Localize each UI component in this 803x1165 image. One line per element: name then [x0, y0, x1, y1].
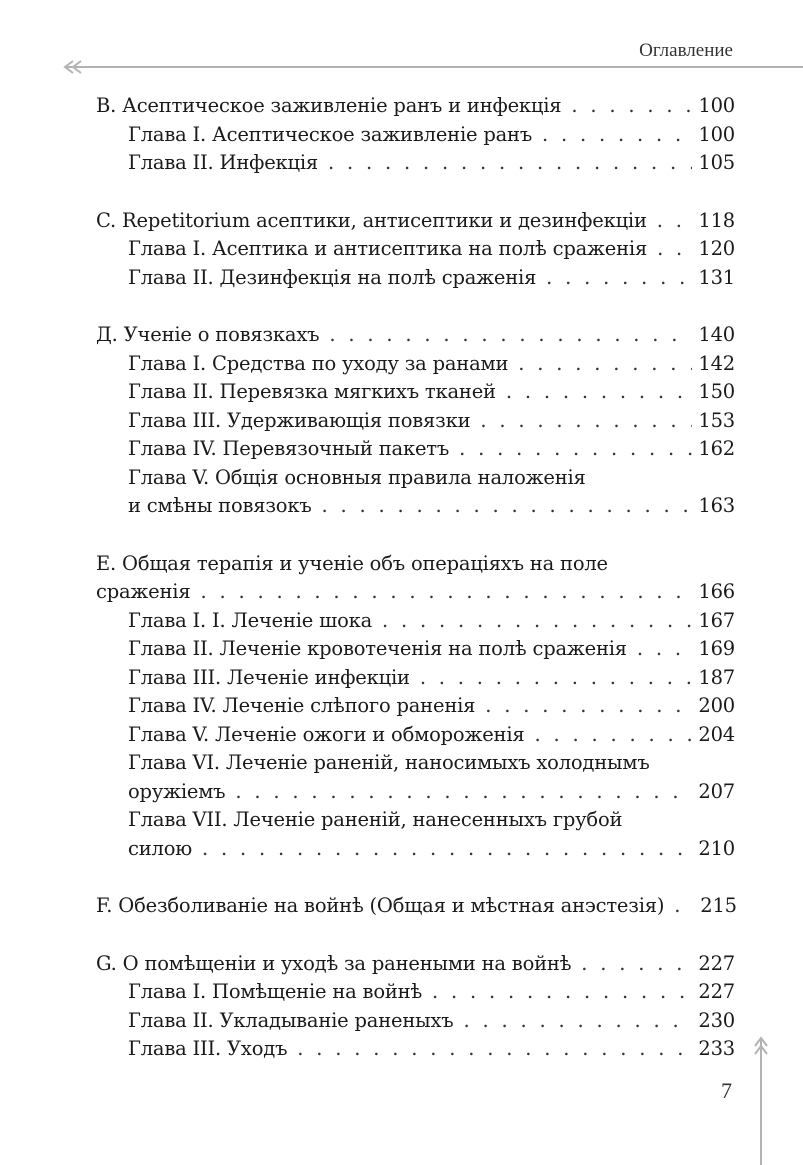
toc-entry-page: 100 [698, 94, 735, 117]
toc-entry [96, 380, 735, 409]
header-rule [66, 66, 803, 68]
toc-entry-page: 131 [698, 265, 735, 289]
toc-entry-title: Глава VII. Леченіе раненій, нанесенныхъ грубой [128, 808, 623, 831]
dot-leader [485, 694, 692, 717]
running-header: Оглавление [639, 40, 733, 61]
toc-entry-page: 163 [698, 494, 735, 517]
toc-entry-page: 227 [698, 951, 735, 975]
toc-entry-title: B. Асептическое заживленіе ранъ и инфекція [96, 94, 562, 117]
toc-entry [96, 266, 735, 295]
toc-entry [96, 123, 735, 152]
toc-entry [96, 1037, 735, 1066]
toc-entry-title: Глава I. I. Леченіе шока [128, 608, 373, 632]
toc-section [96, 209, 735, 295]
toc-entry-title: Глава I. Асептическое заживленіе ранъ [128, 122, 533, 146]
dot-leader [674, 894, 694, 917]
toc-entry [96, 466, 735, 495]
toc-entry-title: Глава I. Асептика и антисептика на полѣ сраженія [128, 237, 648, 260]
dot-leader [506, 380, 693, 403]
side-rule [760, 1042, 762, 1165]
page-number: 7 [721, 1078, 732, 1103]
toc-entry-title: Глава II. Укладываніе раненыхъ [128, 1008, 454, 1032]
dot-leader [657, 209, 693, 232]
dot-leader [420, 666, 693, 689]
toc-entry [96, 352, 735, 381]
toc-entry-title: силою [128, 836, 193, 860]
toc-entry-title: Глава VI. Леченіе раненій, наносимыхъ холоднымъ [128, 751, 650, 774]
dot-leader [297, 1037, 692, 1060]
toc-section [96, 94, 735, 180]
toc-entry-title: Глава V. Леченіе ожоги и обмороженія [128, 722, 525, 746]
toc-entry-page: 120 [698, 237, 735, 260]
toc-entry-page: 210 [698, 836, 735, 860]
dot-leader [202, 837, 692, 860]
toc-entry-page: 233 [698, 1037, 735, 1060]
dot-leader [581, 952, 692, 975]
dot-leader [571, 94, 692, 117]
toc-entry-title: Глава I. Помѣщеніе на войнѣ [128, 980, 423, 1003]
toc-entry-title: и смѣны повязокъ [128, 494, 312, 517]
toc-entry [96, 580, 735, 609]
dot-leader [657, 237, 692, 260]
dot-leader [235, 780, 692, 803]
toc-entry-page: 230 [698, 1008, 735, 1032]
toc-entry-title: Глава II. Дезинфекція на полѣ сраженія [128, 265, 537, 289]
toc-entry-page: 142 [698, 351, 735, 375]
toc-entry [96, 723, 735, 752]
dot-leader [534, 723, 692, 746]
toc-entry-title: сраженія [96, 580, 191, 603]
arrow-left-icon [62, 55, 96, 79]
dot-leader [432, 980, 692, 1003]
dot-leader [464, 1009, 693, 1032]
toc-entry-page: 227 [698, 980, 735, 1003]
toc-entry [96, 837, 735, 866]
toc-entry-page: 204 [698, 722, 735, 746]
dot-leader [322, 494, 693, 517]
toc-entry-title: Глава V. Общія основныя правила наложенія [128, 465, 586, 489]
dot-leader [637, 637, 692, 660]
toc-entry-page: 187 [698, 665, 735, 689]
toc-entry [96, 666, 735, 695]
toc-entry [96, 94, 735, 123]
toc-entry-page: 105 [698, 151, 735, 174]
toc-entry-title: Глава IV. Перевязочный пакетъ [128, 437, 450, 460]
toc-entry-page: 169 [698, 637, 735, 660]
toc-entry [96, 609, 735, 638]
table-of-contents [96, 94, 735, 1095]
toc-entry-title: Глава I. Средства по уходу за ранами [128, 351, 509, 375]
toc-entry-title: Глава III. Удерживающія повязки [128, 408, 471, 432]
dot-leader [382, 609, 692, 632]
toc-entry [96, 694, 735, 723]
toc-entry-title: E. Общая терапія и ученіе объ операціяхъ на поле [96, 551, 608, 575]
toc-entry-title: Глава II. Перевязка мягкихъ тканей [128, 380, 496, 403]
toc-entry [96, 552, 735, 581]
toc-entry-page: 150 [698, 380, 735, 403]
toc-section [96, 323, 735, 523]
toc-entry [96, 980, 735, 1009]
dot-leader [542, 123, 692, 146]
toc-entry-title: Глава III. Леченіе инфекціи [128, 665, 410, 689]
toc-entry [96, 323, 735, 352]
toc-entry-page: 162 [698, 437, 735, 460]
toc-entry [96, 209, 735, 238]
toc-entry-page: 140 [698, 323, 735, 346]
dot-leader [546, 266, 692, 289]
toc-section [96, 552, 735, 866]
toc-entry-page: 207 [698, 779, 735, 803]
toc-entry-title: F. Обезболиваніе на войнѣ (Общая и мѣстная анэстезія) [96, 894, 665, 917]
toc-entry-page: 167 [698, 608, 735, 632]
toc-entry-title: Д. Ученіе о повязкахъ [96, 323, 320, 346]
toc-entry-title: Глава III. Уходъ [128, 1037, 288, 1060]
toc-entry [96, 437, 735, 466]
toc-entry-title: G. О помѣщеніи и уходѣ за ранеными на войнѣ [96, 951, 572, 975]
toc-entry [96, 494, 735, 523]
dot-leader [328, 151, 692, 174]
toc-entry [96, 952, 735, 981]
toc-entry-title: Глава II. Инфекція [128, 151, 319, 174]
toc-entry-page: 166 [698, 580, 735, 603]
toc-section [96, 894, 735, 923]
toc-entry [96, 751, 735, 780]
dot-leader [459, 437, 692, 460]
toc-entry-page: 118 [698, 208, 735, 232]
dot-leader [200, 580, 692, 603]
toc-entry [96, 637, 735, 666]
toc-entry [96, 780, 735, 809]
toc-entry-title: C. Repetitorium асептики, антисептики и дезинфекціи [96, 208, 647, 232]
toc-entry-page: 215 [700, 894, 737, 917]
dot-leader [518, 352, 692, 375]
toc-entry [96, 237, 735, 266]
toc-entry-title: Глава IV. Леченіе слѣпого раненія [128, 694, 476, 717]
toc-entry-title: Глава II. Леченіе кровотеченія на полѣ сраженія [128, 637, 627, 660]
dot-leader [480, 409, 692, 432]
toc-entry [96, 409, 735, 438]
toc-entry [96, 151, 735, 180]
toc-entry [96, 808, 735, 837]
toc-entry [96, 894, 735, 923]
toc-entry [96, 1009, 735, 1038]
toc-entry-page: 100 [698, 122, 735, 146]
toc-entry-title: оружіемъ [128, 779, 226, 803]
toc-section [96, 952, 735, 1066]
toc-entry-page: 200 [698, 694, 735, 717]
toc-entry-page: 153 [698, 408, 735, 432]
dot-leader [329, 323, 692, 346]
